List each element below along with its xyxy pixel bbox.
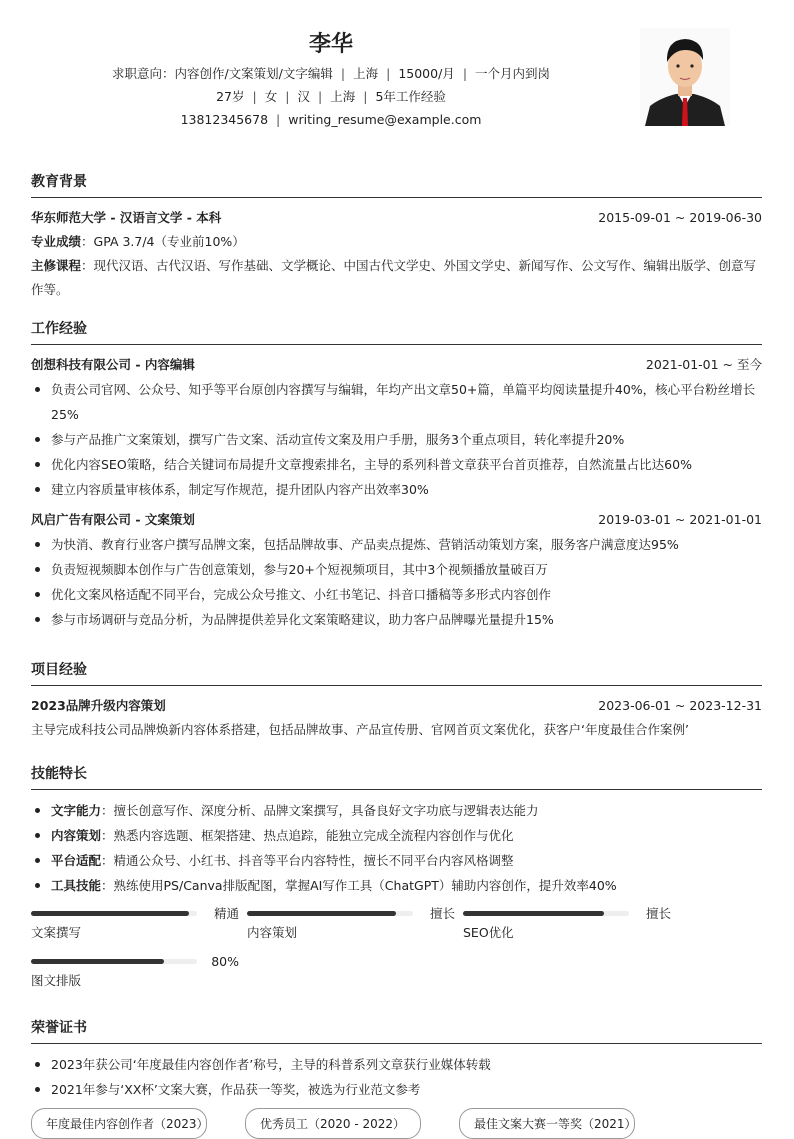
skill-item	[31, 873, 762, 898]
honor-tag: 优秀员工（2020 - 2022）	[245, 1108, 421, 1139]
skill-level: 80%	[211, 953, 239, 969]
skill-label: 内容策划	[51, 828, 102, 843]
candidate-name: 李华	[308, 32, 353, 57]
progress-fill	[247, 911, 396, 916]
progress-track	[31, 911, 197, 916]
progress-fill	[463, 911, 604, 916]
skill-name: 文案撰写	[31, 925, 82, 940]
list-item: 建立内容质量审核体系，制定写作规范，提升团队内容产出效率30%	[31, 477, 762, 502]
skill-name: 图文排版	[31, 973, 82, 988]
honor-tag: 最佳文案大赛一等奖（2021）	[459, 1108, 635, 1139]
skill-bar-line	[31, 952, 247, 970]
courses	[31, 254, 762, 302]
location: 上海	[330, 89, 356, 104]
experience-years: 5年工作经验	[375, 89, 446, 104]
skill-item	[31, 848, 762, 873]
progress-track	[463, 911, 629, 916]
list-item: 负责短视频脚本创作与广告创意策划，参与20+个短视频项目，其中3个视频播放量破百万	[31, 557, 762, 582]
skills-section	[31, 764, 762, 1000]
personal-info-line: 27岁 | 女 | 汉 | 上海 | 5年工作经验	[216, 89, 446, 104]
education-date: 2015-09-01 ~ 2019-06-30	[598, 210, 762, 225]
skill-level: 擅长	[645, 906, 671, 921]
job-row	[31, 508, 762, 532]
section-title: 荣誉证书	[31, 1018, 762, 1044]
skill-bar	[31, 904, 247, 944]
resume-header	[31, 28, 631, 131]
job-intent: 求职意向：内容创作/文案策划/文字编辑	[111, 66, 333, 81]
avatar	[640, 28, 730, 126]
honors-section	[31, 1018, 762, 1139]
education-row	[31, 206, 762, 230]
job-date: 2021-01-01 ~ 至今	[645, 357, 762, 372]
list-item: 参与市场调研与竞品分析，为品牌提供差异化文案策略建议，助力客户品牌曝光量提升15%	[31, 607, 762, 632]
list-item: 优化文案风格适配不同平台，完成公众号推文、小红书笔记、抖音口播稿等多形式内容创作	[31, 582, 762, 607]
list-item: 负责公司官网、公众号、知乎等平台原创内容撰写与编辑，年均产出文章50+篇，单篇平均阅读量提升40%，核心平台粉丝增长25%	[31, 377, 762, 427]
courses-label: 主修课程	[31, 258, 82, 273]
job-duties	[31, 377, 762, 502]
skill-label: 工具技能	[51, 878, 102, 893]
progress-track	[247, 911, 413, 916]
skill-name: 内容策划	[247, 925, 298, 940]
job-row	[31, 353, 762, 377]
progress-track	[31, 959, 197, 964]
project-section	[31, 660, 762, 742]
progress-fill	[31, 911, 189, 916]
phone: 13812345678	[180, 112, 269, 127]
skill-text: ：擅长创意写作、深度分析、品牌文案撰写，具备良好文字功底与逻辑表达能力	[101, 803, 539, 818]
section-title: 技能特长	[31, 764, 762, 790]
section-title: 项目经验	[31, 660, 762, 686]
salary: 15000/月	[398, 66, 455, 81]
skill-bar-line	[463, 904, 679, 922]
skill-bar	[463, 904, 679, 944]
job-intent-line: 求职意向：内容创作/文案策划/文字编辑 | 上海 | 15000/月 | 一个月内到岗	[111, 66, 551, 81]
project-name: 2023品牌升级内容策划	[31, 698, 166, 713]
skill-name: SEO优化	[463, 925, 514, 940]
age: 27岁	[216, 89, 245, 104]
email: writing_resume@example.com	[288, 112, 482, 127]
project-row	[31, 694, 762, 718]
skill-text: ：熟练使用PS/Canva排版配图，掌握AI写作工具（ChatGPT）辅助内容创作，提升效率40%	[101, 878, 617, 893]
honor-tag: 年度最佳内容创作者（2023）	[31, 1108, 207, 1139]
skill-bar-line	[31, 904, 247, 922]
ethnicity: 汉	[297, 89, 310, 104]
work-section	[31, 319, 762, 632]
skill-level: 精通	[213, 906, 239, 921]
skill-text: ：精通公众号、小红书、抖音等平台内容特性，擅长不同平台内容风格调整	[101, 853, 514, 868]
gpa-label: 专业成绩	[31, 234, 82, 249]
list-item: 参与产品推广文案策划，撰写广告文案、活动宣传文案及用户手册，服务3个重点项目，转化率提升20%	[31, 427, 762, 452]
gender: 女	[264, 89, 278, 104]
courses-value: ：现代汉语、古代汉语、写作基础、文学概论、中国古代文学史、外国文学史、新闻写作、公文写作、编辑出版学、创意写作等。	[31, 258, 757, 297]
skill-bar-line	[247, 904, 463, 922]
skill-level: 擅长	[429, 906, 455, 921]
project-desc: 主导完成科技公司品牌焕新内容体系搭建，包括品牌故事、产品宣传册、官网首页文案优化，获客户‘年度最佳合作案例’	[31, 722, 689, 737]
company: 风启广告有限公司 - 文案策划	[31, 512, 195, 527]
company: 创想科技有限公司 - 内容编辑	[31, 357, 195, 372]
list-item: 2021年参与‘XX杯’文案大赛，作品获一等奖，被选为行业范文参考	[31, 1077, 762, 1102]
progress-fill	[31, 959, 164, 964]
project-date: 2023-06-01 ~ 2023-12-31	[598, 698, 762, 713]
school: 华东师范大学 - 汉语言文学 - 本科	[31, 210, 222, 225]
availability: 一个月内到岗	[475, 66, 551, 81]
skill-label: 平台适配	[51, 853, 102, 868]
list-item: 为快消、教育行业客户撰写品牌文案，包括品牌故事、产品卖点提炼、营销活动策划方案，服务客户满意度达95%	[31, 532, 762, 557]
skill-text: ：熟悉内容选题、框架搭建、热点追踪，能独立完成全流程内容创作与优化	[101, 828, 514, 843]
city: 上海	[353, 66, 379, 81]
list-item: 2023年获公司‘年度最佳内容创作者’称号，主导的科普系列文章获行业媒体转载	[31, 1052, 762, 1077]
job-duties	[31, 532, 762, 632]
gpa-value: ：GPA 3.7/4（专业前10%）	[81, 234, 245, 249]
skill-item	[31, 798, 762, 823]
list-item: 优化内容SEO策略，结合关键词布局提升文章搜索排名，主导的系列科普文章获平台首页推荐，自然流量占比达60%	[31, 452, 762, 477]
skill-bar	[31, 952, 247, 992]
skill-label: 文字能力	[51, 803, 102, 818]
education-section	[31, 172, 762, 302]
contact-line: 13812345678 | writing_resume@example.com	[180, 112, 482, 127]
section-title: 工作经验	[31, 319, 762, 345]
gpa	[31, 230, 762, 254]
skill-item	[31, 823, 762, 848]
skill-bar	[247, 904, 463, 944]
job-date: 2019-03-01 ~ 2021-01-01	[598, 512, 762, 527]
section-title: 教育背景	[31, 172, 762, 198]
